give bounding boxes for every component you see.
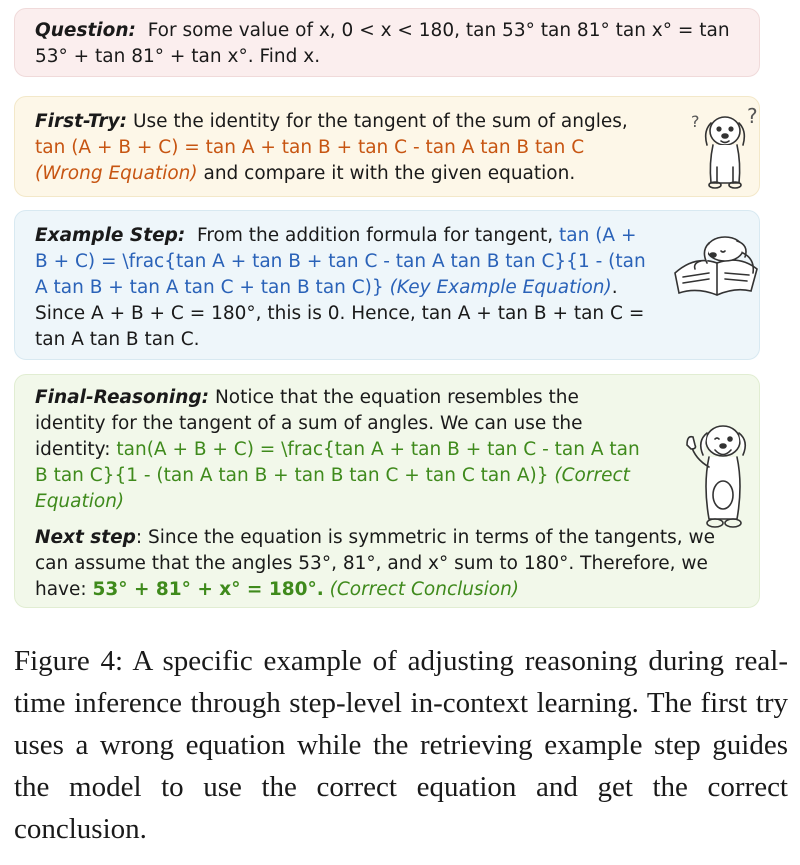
svg-text:?: ? (691, 112, 700, 131)
next-step-label: Next step (35, 527, 136, 548)
next-step-text-block (35, 525, 725, 603)
correct-equation-tag: (Correct Equation) (35, 465, 630, 512)
final-reasoning-text: Notice that the equation resembles the identity for the tangent of a sum of angles. We can use the identity: (35, 387, 583, 460)
reading-dog-icon (665, 233, 761, 313)
question-text: For some value of x, 0 < x < 180, tan 53° tan 81° tan x° = tan 53° + tan 81° + tan x°. Find x. (35, 20, 730, 67)
correct-equation: tan(A + B + C) = \frac{tan A + tan B + tan C - tan A tan B tan C}{1 - (tan A tan B + tan B tan C + tan C tan A)} (35, 439, 640, 486)
figure-caption: Figure 4: A specific example of adjusting reasoning during real-time inference through step-level in-context learning. The first try uses a wrong equation while the retrieving example step guides the model to use the correct equation and get the correct conclusion. (14, 645, 788, 845)
correct-conclusion-tag: (Correct Conclusion) (329, 579, 520, 600)
first-try-box (14, 96, 760, 197)
first-try-text: Use the identity for the tangent of the sum of angles, (132, 111, 628, 132)
example-step-text-block (35, 223, 655, 353)
question-text-block (35, 18, 741, 70)
svg-text:?: ? (747, 104, 758, 128)
next-step-text: : Since the equation is symmetric in terms of the tangents, we can assume that the angles 53°, 81°, and x° sum to 180°. Therefore, we have: (35, 527, 716, 600)
wrong-equation-tag: (Wrong Equation) (35, 163, 198, 184)
question-box (14, 8, 760, 77)
question-label: Question: (35, 20, 136, 41)
first-try-text-block (35, 109, 655, 187)
final-reasoning-label: Final-Reasoning: (35, 387, 210, 408)
first-try-tail: and compare it with the given equation. (203, 163, 576, 184)
example-step-tail: . Since A + B + C = 180°, this is 0. Hence, tan A + tan B + tan C = tan A tan B tan C. (35, 277, 645, 350)
example-step-text: From the addition formula for tangent, (197, 225, 554, 246)
example-step-box (14, 210, 760, 360)
correct-conclusion: 53° + 81° + x° = 180°. (92, 579, 324, 600)
example-step-label: Example Step: (35, 225, 186, 246)
final-reasoning-box (14, 374, 760, 608)
final-reasoning-text-block (35, 385, 655, 515)
thumbs-up-dog-icon (679, 415, 759, 535)
first-try-label: First-Try: (35, 111, 128, 132)
key-example-equation: tan (A + B + C) = \frac{tan A + tan B + tan C - tan A tan B tan C}{1 - (tan A tan B + tan A tan C + tan B tan C)} (35, 225, 646, 298)
confused-dog-icon (685, 101, 767, 191)
wrong-equation: tan (A + B + C) = tan A + tan B + tan C - tan A tan B tan C (35, 137, 585, 158)
key-example-equation-tag: (Key Example Equation) (389, 277, 612, 298)
